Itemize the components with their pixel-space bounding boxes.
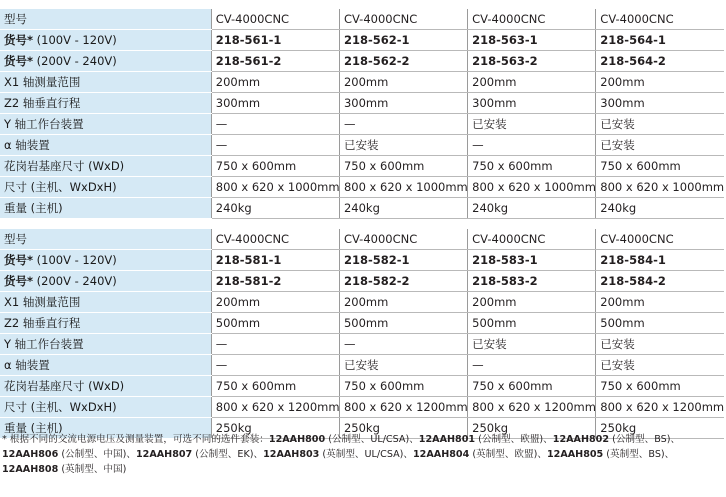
row-label-main: 货号*	[4, 274, 34, 288]
row-label	[0, 93, 211, 114]
spec-row	[0, 177, 724, 198]
spec-cell: 800 x 620 x 1200mm	[468, 397, 596, 418]
row-label	[0, 135, 211, 156]
spec-cell: CV-4000CNC	[596, 229, 724, 250]
spec-cell: 500mm	[211, 313, 339, 334]
spec-cell: CV-4000CNC	[211, 229, 339, 250]
spec-cell: 200mm	[596, 292, 724, 313]
row-label-main: α 轴装置	[4, 138, 50, 152]
row-label-suffix: (100V - 120V)	[33, 253, 117, 267]
spec-table-body	[0, 229, 724, 439]
spec-cell: 200mm	[468, 292, 596, 313]
spec-row	[0, 334, 724, 355]
option-kit-desc: (英制型、BS)、	[603, 449, 675, 460]
spec-cell: —	[468, 355, 596, 376]
spec-cell: 218-561-2	[211, 51, 339, 72]
option-kit-desc: (英制型、欧盟)、	[469, 449, 547, 460]
option-kit-code: 12AAH800	[268, 434, 326, 445]
row-label-main: 尺寸 (主机、WxDxH)	[4, 180, 117, 194]
spec-row	[0, 376, 724, 397]
spec-row	[0, 114, 724, 135]
spec-cell: 218-584-1	[596, 250, 724, 271]
row-label-suffix: (200V - 240V)	[33, 274, 117, 288]
option-kit-desc: (公制型、BS)、	[609, 434, 681, 445]
spec-row	[0, 355, 724, 376]
row-label	[0, 72, 211, 93]
spec-cell: 750 x 600mm	[468, 156, 596, 177]
spec-cell: 300mm	[211, 93, 339, 114]
row-label-main: X1 轴测量范围	[4, 75, 81, 89]
spec-cell: CV-4000CNC	[339, 9, 467, 30]
row-label-main: 货号*	[4, 253, 34, 267]
spec-row	[0, 9, 724, 30]
spec-row	[0, 313, 724, 334]
spec-cell: 已安装	[596, 114, 724, 135]
spec-row	[0, 93, 724, 114]
spec-cell: 已安装	[596, 334, 724, 355]
spec-row	[0, 229, 724, 250]
spec-row	[0, 135, 724, 156]
spec-cell: 800 x 620 x 1000mm	[596, 177, 724, 198]
row-label	[0, 313, 211, 334]
row-label-suffix: (200V - 240V)	[33, 54, 117, 68]
spec-cell: 已安装	[468, 114, 596, 135]
spec-cell: 218-563-1	[468, 30, 596, 51]
row-label-main: α 轴装置	[4, 358, 50, 372]
spec-cell: 500mm	[468, 313, 596, 334]
spec-row	[0, 292, 724, 313]
spec-cell: 250kg	[468, 418, 596, 439]
row-label-main: 货号*	[4, 54, 34, 68]
row-label	[0, 250, 211, 271]
spec-cell: 250kg	[596, 418, 724, 439]
spec-cell: 750 x 600mm	[339, 376, 467, 397]
spec-row	[0, 198, 724, 219]
spec-cell: 750 x 600mm	[596, 156, 724, 177]
spec-cell: 218-583-1	[468, 250, 596, 271]
spec-row	[0, 30, 724, 51]
option-kit-code: 12AAH806	[2, 449, 59, 460]
option-kit-desc: (公制型、中国)、	[58, 449, 136, 460]
row-label-main: 花岗岩基座尺寸 (WxD)	[4, 379, 125, 393]
row-label	[0, 355, 211, 376]
option-kit-code: 12AAH808	[2, 464, 59, 475]
spec-cell: CV-4000CNC	[339, 229, 467, 250]
spec-cell: —	[211, 114, 339, 135]
spec-cell: 800 x 620 x 1200mm	[211, 397, 339, 418]
row-label	[0, 397, 211, 418]
option-kit-desc: (公制型、EK)、	[192, 449, 264, 460]
spec-cell: 200mm	[468, 72, 596, 93]
spec-cell: 218-561-1	[211, 30, 339, 51]
spec-row	[0, 250, 724, 271]
spec-cell: 750 x 600mm	[211, 156, 339, 177]
spec-cell: 240kg	[211, 198, 339, 219]
spec-cell: 240kg	[468, 198, 596, 219]
spec-cell: —	[211, 355, 339, 376]
spec-cell: 218-563-2	[468, 51, 596, 72]
spec-cell: 250kg	[211, 418, 339, 439]
spec-cell: —	[211, 135, 339, 156]
spec-cell: 200mm	[339, 292, 467, 313]
spec-cell: 300mm	[468, 93, 596, 114]
spec-cell: 750 x 600mm	[468, 376, 596, 397]
spec-cell: —	[211, 334, 339, 355]
spec-cell: 750 x 600mm	[339, 156, 467, 177]
spec-cell: —	[339, 114, 467, 135]
spec-table-500mm	[0, 229, 724, 439]
row-label	[0, 334, 211, 355]
spec-cell: 750 x 600mm	[211, 376, 339, 397]
spec-row	[0, 51, 724, 72]
row-label	[0, 114, 211, 135]
option-kit-code: 12AAH807	[135, 449, 193, 460]
spec-cell: 200mm	[596, 72, 724, 93]
option-kit-code: 12AAH804	[413, 449, 470, 460]
spec-cell: CV-4000CNC	[468, 229, 596, 250]
spec-cell: 218-564-2	[596, 51, 724, 72]
footnote	[2, 432, 724, 477]
row-label-main: 尺寸 (主机、WxDxH)	[4, 400, 117, 414]
spec-cell: 已安装	[339, 135, 467, 156]
spec-cell: 218-581-1	[211, 250, 339, 271]
spec-cell: 300mm	[596, 93, 724, 114]
row-label	[0, 156, 211, 177]
spec-cell: 800 x 620 x 1200mm	[339, 397, 467, 418]
spec-cell: 218-581-2	[211, 271, 339, 292]
row-label	[0, 177, 211, 198]
spec-cell: 800 x 620 x 1200mm	[596, 397, 724, 418]
spec-cell: —	[468, 135, 596, 156]
spec-cell: 已安装	[596, 135, 724, 156]
spec-cell: 250kg	[339, 418, 467, 439]
row-label-main: Y 轴工作台装置	[4, 117, 84, 131]
row-label-main: 型号	[4, 12, 27, 26]
spec-cell: —	[339, 334, 467, 355]
row-label	[0, 198, 211, 219]
spec-cell: 800 x 620 x 1000mm	[339, 177, 467, 198]
spec-cell: 已安装	[339, 355, 467, 376]
row-label	[0, 30, 211, 51]
spec-cell: 200mm	[211, 292, 339, 313]
spec-cell: 218-564-1	[596, 30, 724, 51]
row-label-main: 花岗岩基座尺寸 (WxD)	[4, 159, 125, 173]
option-kit-desc: (公制型、欧盟)、	[475, 434, 553, 445]
row-label	[0, 229, 211, 250]
spec-cell: 750 x 600mm	[596, 376, 724, 397]
option-kit-code: 12AAH803	[263, 449, 320, 460]
row-label-main: X1 轴测量范围	[4, 295, 81, 309]
option-kit-desc: (公制型、UL/CSA)、	[325, 434, 419, 445]
spec-cell: 218-584-2	[596, 271, 724, 292]
spec-table-300mm	[0, 9, 724, 219]
spec-cell: 已安装	[468, 334, 596, 355]
spec-cell: 500mm	[339, 313, 467, 334]
spec-cell: 200mm	[339, 72, 467, 93]
row-label-main: 货号*	[4, 33, 34, 47]
footnote-intro: * 根据不同的交流电源电压及测量装置，可选不同的选件套装：	[2, 434, 269, 445]
spec-cell: 800 x 620 x 1000mm	[468, 177, 596, 198]
spec-row	[0, 271, 724, 292]
spec-cell: 已安装	[596, 355, 724, 376]
option-kit-desc: (英制型、中国)	[58, 464, 127, 475]
option-kit-desc: (英制型、UL/CSA)、	[319, 449, 413, 460]
spec-cell: 240kg	[596, 198, 724, 219]
spec-cell: 218-562-2	[339, 51, 467, 72]
spec-cell: 200mm	[211, 72, 339, 93]
row-label	[0, 271, 211, 292]
option-kit-code: 12AAH801	[418, 434, 476, 445]
spec-cell: CV-4000CNC	[211, 9, 339, 30]
option-kit-code: 12AAH805	[546, 449, 604, 460]
spec-row	[0, 72, 724, 93]
row-label-main: Z2 轴垂直行程	[4, 96, 81, 110]
spec-cell: CV-4000CNC	[468, 9, 596, 30]
spec-cell: 218-583-2	[468, 271, 596, 292]
spec-cell: 500mm	[596, 313, 724, 334]
spec-table-body	[0, 9, 724, 219]
option-kit-code: 12AAH802	[552, 434, 610, 445]
row-label-suffix: (100V - 120V)	[33, 33, 117, 47]
spec-cell: 218-562-1	[339, 30, 467, 51]
spec-cell: 240kg	[339, 198, 467, 219]
row-label-main: 重量 (主机)	[4, 421, 63, 435]
row-label	[0, 376, 211, 397]
spec-cell: 218-582-1	[339, 250, 467, 271]
spec-cell: CV-4000CNC	[596, 9, 724, 30]
row-label	[0, 9, 211, 30]
row-label-main: 型号	[4, 232, 27, 246]
row-label	[0, 51, 211, 72]
row-label-main: Z2 轴垂直行程	[4, 316, 81, 330]
row-label-main: 重量 (主机)	[4, 201, 63, 215]
row-label-main: Y 轴工作台装置	[4, 337, 84, 351]
spec-cell: 300mm	[339, 93, 467, 114]
spec-cell: 800 x 620 x 1000mm	[211, 177, 339, 198]
spec-row	[0, 156, 724, 177]
spec-cell: 218-582-2	[339, 271, 467, 292]
spec-row	[0, 397, 724, 418]
row-label	[0, 292, 211, 313]
